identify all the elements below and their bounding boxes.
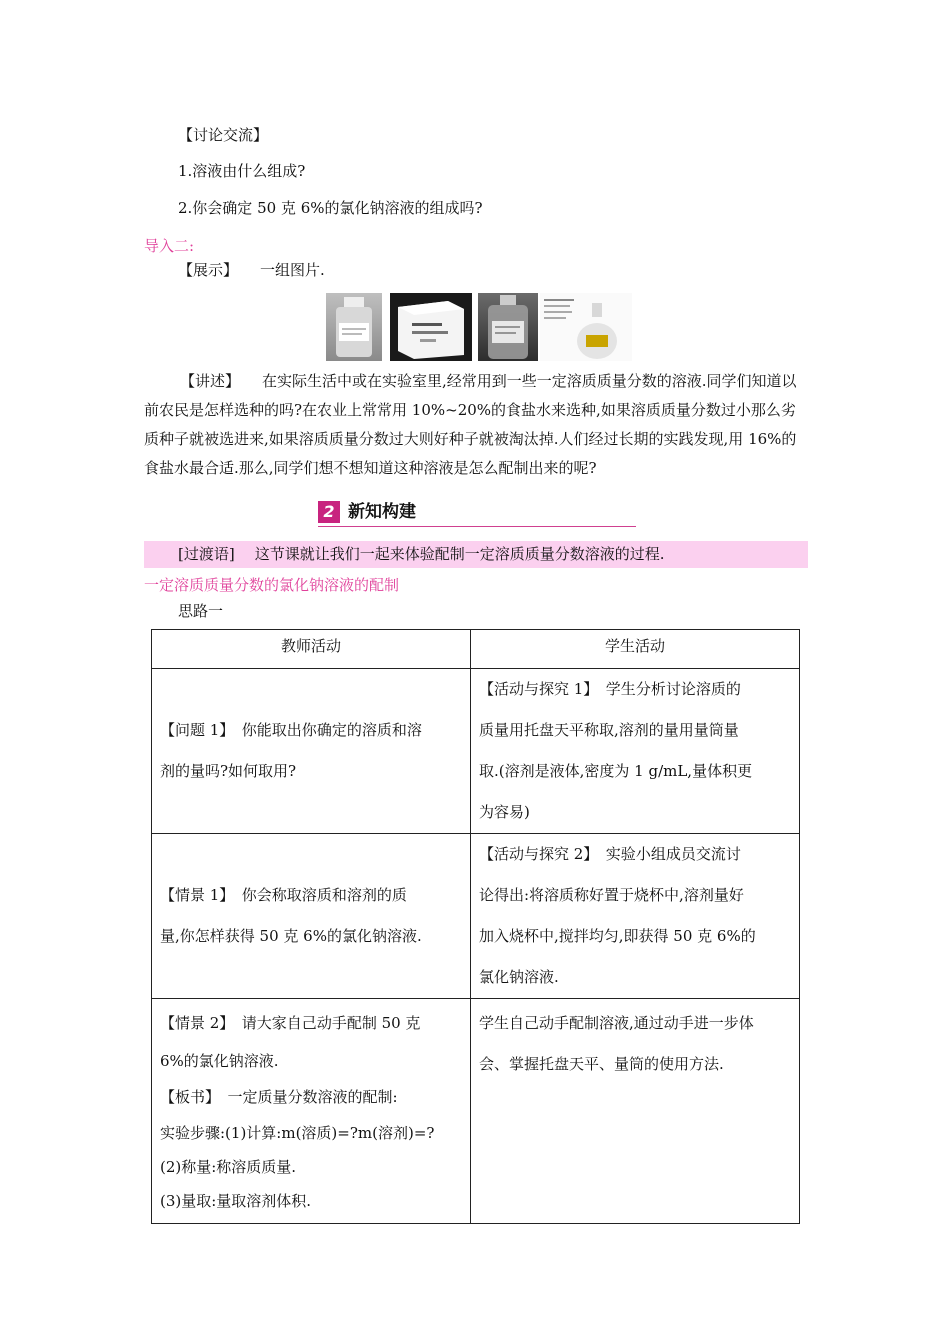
intro-2-label: 导入二: — [144, 237, 195, 255]
question-2: 2.你会确定 50 克 6%的氯化钠溶液的组成吗? — [178, 199, 483, 217]
cell-line: 【情景 2】 请大家自己动手配制 50 克 — [160, 1014, 421, 1032]
approach-label: 思路一 — [178, 602, 224, 620]
cell-line: 【板书】 一定质量分数溶液的配制: — [160, 1088, 398, 1106]
cell-line: 【活动与探究 2】 实验小组成员交流讨 — [479, 845, 741, 863]
cell-line: 取.(溶剂是液体,密度为 1 g/mL,量体积更 — [479, 762, 753, 780]
activity-table — [151, 629, 800, 1224]
cell-line: 【问题 1】 你能取出你确定的溶质和溶 — [160, 721, 422, 739]
transition-label: [过渡语] — [178, 545, 235, 563]
cell-line: 质量用托盘天平称取,溶剂的量用量筒量 — [479, 721, 739, 739]
narration-text: 在实际生活中或在实验室里,经常用到一些一定溶质质量分数的溶液.同学们知道以前农民是怎样选种的吗?在农业上常常用 10%~20%的食盐水来选种,如果溶质质量分数过小那么劣质种子就被选进来,如果溶质质量分数过大则好种子就被淘汰掉.人们经过长期的实践发现,用 16%的食盐水最合适.那么,同学们想不想知道这种溶液是怎么配制出来的呢? — [144, 372, 797, 477]
section-header — [318, 500, 636, 527]
cell-line: (2)称量:称溶质质量. — [160, 1158, 297, 1176]
student-cell — [471, 999, 800, 1224]
teacher-cell — [152, 834, 471, 999]
photo-medicine-box — [390, 293, 472, 361]
transition-band — [144, 541, 808, 568]
photo-saline-bottle — [326, 293, 382, 361]
narration-label: 【讲述】 — [180, 372, 241, 390]
cell-line: 加入烧杯中,搅拌均匀,即获得 50 克 6%的 — [479, 927, 756, 945]
header-teacher: 教师活动 — [152, 630, 471, 669]
cell-line: 【活动与探究 1】 学生分析讨论溶质的 — [479, 680, 741, 698]
narration-paragraph — [144, 367, 810, 483]
show-text: 一组图片. — [260, 261, 325, 279]
transition-text: 这节课就让我们一起来体验配制一定溶质质量分数溶液的过程. — [254, 545, 665, 563]
question-1: 1.溶液由什么组成? — [178, 162, 306, 180]
table-row — [152, 999, 800, 1224]
cell-line: 学生自己动手配制溶液,通过动手进一步体 — [479, 1014, 754, 1032]
cell-line: 会、掌握托盘天平、量筒的使用方法. — [479, 1055, 724, 1073]
cell-line: 量,你怎样获得 50 克 6%的氯化钠溶液. — [160, 927, 422, 945]
cell-line: 6%的氯化钠溶液. — [160, 1052, 279, 1070]
section-number-badge: 2 — [318, 501, 340, 523]
show-line — [178, 259, 325, 280]
table-row — [152, 834, 800, 999]
table-row — [152, 669, 800, 834]
student-cell — [471, 669, 800, 834]
cell-line: 为容易) — [479, 803, 530, 821]
table-header-row — [152, 630, 800, 669]
cell-line: 论得出:将溶质称好置于烧杯中,溶剂量好 — [479, 886, 744, 904]
teacher-cell — [152, 669, 471, 834]
cell-line: 剂的量吗?如何取用? — [160, 762, 297, 780]
topic-heading: 一定溶质质量分数的氯化钠溶液的配制 — [144, 576, 400, 594]
cell-line: 【情景 1】 你会称取溶质和溶剂的质 — [160, 886, 407, 904]
discussion-heading: 【讨论交流】 — [178, 126, 269, 144]
photo-reagent-bottle — [540, 293, 632, 361]
show-label: 【展示】 — [178, 261, 239, 279]
cell-line: 氯化钠溶液. — [479, 968, 559, 986]
cell-line: 实验步骤:(1)计算:m(溶质)=?m(溶剂)=? — [160, 1124, 435, 1142]
header-student: 学生活动 — [471, 630, 800, 669]
teacher-cell — [152, 999, 471, 1224]
photo-glass-bottle — [478, 293, 538, 361]
cell-line: (3)量取:量取溶剂体积. — [160, 1192, 312, 1210]
student-cell — [471, 834, 800, 999]
section-title: 新知构建 — [348, 502, 416, 522]
